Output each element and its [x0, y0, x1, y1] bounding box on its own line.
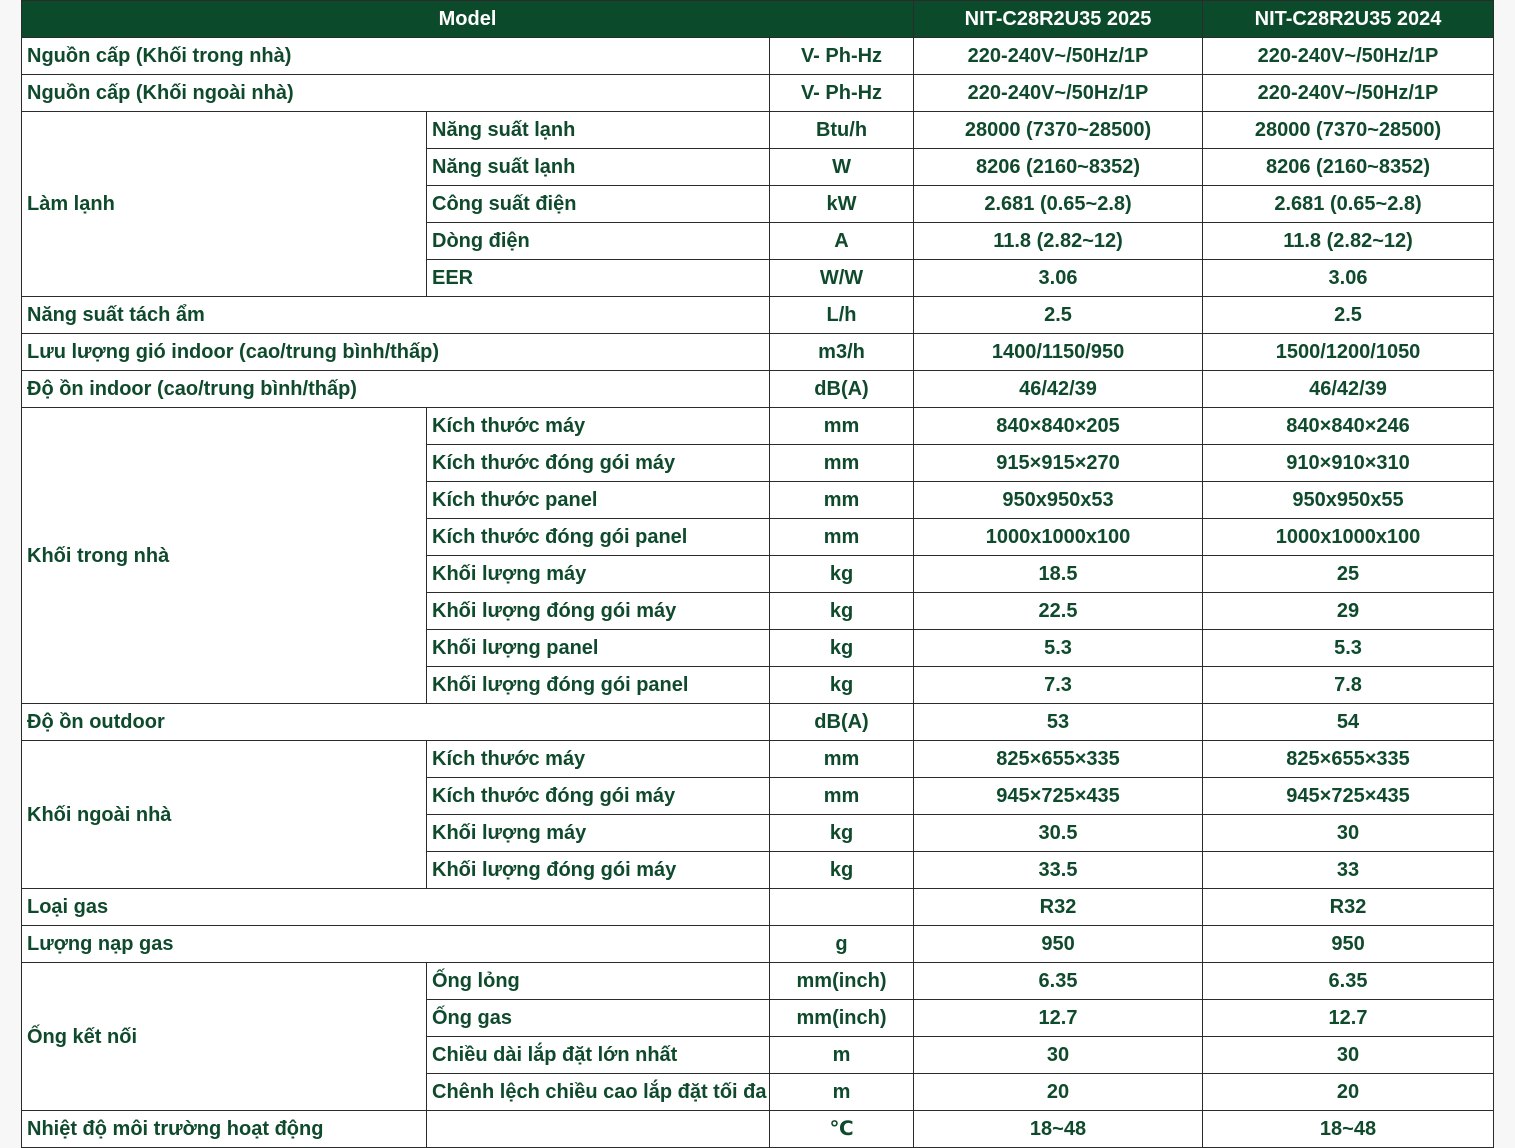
unit-cell: dB(A) — [770, 704, 914, 741]
value-cell-model-1: 3.06 — [914, 260, 1203, 297]
value-cell-model-1: 18~48 — [914, 1111, 1203, 1148]
value-cell-model-2: R32 — [1203, 889, 1494, 926]
table-row — [22, 334, 1494, 371]
unit-cell: dB(A) — [770, 371, 914, 408]
empty-cell — [427, 1111, 770, 1148]
unit-cell: kg — [770, 852, 914, 889]
spec-table-body — [22, 38, 1494, 1148]
table-row — [22, 112, 1494, 149]
value-cell-model-2: 840×840×246 — [1203, 408, 1494, 445]
value-cell-model-1: 840×840×205 — [914, 408, 1203, 445]
value-cell-model-2: 12.7 — [1203, 1000, 1494, 1037]
sub-label: Dòng điện — [427, 223, 770, 260]
table-row — [22, 408, 1494, 445]
value-cell-model-1: 220-240V~/50Hz/1P — [914, 38, 1203, 75]
value-cell-model-2: 11.8 (2.82~12) — [1203, 223, 1494, 260]
value-cell-model-1: 945×725×435 — [914, 778, 1203, 815]
value-cell-model-2: 28000 (7370~28500) — [1203, 112, 1494, 149]
sub-label: Công suất điện — [427, 186, 770, 223]
sub-label: Kích thước đóng gói máy — [427, 445, 770, 482]
value-cell-model-1: 950x950x53 — [914, 482, 1203, 519]
value-cell-model-1: 8206 (2160~8352) — [914, 149, 1203, 186]
value-cell-model-2: 950x950x55 — [1203, 482, 1494, 519]
row-label: Loại gas — [22, 889, 770, 926]
value-cell-model-1: 950 — [914, 926, 1203, 963]
value-cell-model-2: 2.681 (0.65~2.8) — [1203, 186, 1494, 223]
sub-label: Kích thước đóng gói máy — [427, 778, 770, 815]
table-row — [22, 889, 1494, 926]
unit-cell: kW — [770, 186, 914, 223]
unit-cell: mm — [770, 445, 914, 482]
unit-cell: g — [770, 926, 914, 963]
value-cell-model-1: 1000x1000x100 — [914, 519, 1203, 556]
value-cell-model-1: 6.35 — [914, 963, 1203, 1000]
value-cell-model-2: 1500/1200/1050 — [1203, 334, 1494, 371]
value-cell-model-1: 7.3 — [914, 667, 1203, 704]
value-cell-model-1: 18.5 — [914, 556, 1203, 593]
header-row — [22, 1, 1494, 38]
table-row — [22, 1111, 1494, 1148]
sub-label: Năng suất lạnh — [427, 112, 770, 149]
row-label: Nguồn cấp (Khối trong nhà) — [22, 38, 770, 75]
table-row — [22, 371, 1494, 408]
sub-label: Ống lỏng — [427, 963, 770, 1000]
value-cell-model-1: 30 — [914, 1037, 1203, 1074]
unit-cell: m — [770, 1037, 914, 1074]
value-cell-model-1: 46/42/39 — [914, 371, 1203, 408]
unit-cell: V- Ph-Hz — [770, 75, 914, 112]
group-label: Làm lạnh — [22, 112, 427, 297]
value-cell-model-1: 220-240V~/50Hz/1P — [914, 75, 1203, 112]
value-cell-model-2: 2.5 — [1203, 297, 1494, 334]
value-cell-model-2: 18~48 — [1203, 1111, 1494, 1148]
value-cell-model-2: 29 — [1203, 593, 1494, 630]
sub-label: Kích thước máy — [427, 408, 770, 445]
table-row — [22, 75, 1494, 112]
value-cell-model-1: 30.5 — [914, 815, 1203, 852]
unit-cell — [770, 889, 914, 926]
header-model-label: Model — [22, 1, 914, 38]
header-model-1: NIT-C28R2U35 2025 — [914, 1, 1203, 38]
row-label: Năng suất tách ẩm — [22, 297, 770, 334]
value-cell-model-1: 915×915×270 — [914, 445, 1203, 482]
unit-cell: V- Ph-Hz — [770, 38, 914, 75]
value-cell-model-2: 5.3 — [1203, 630, 1494, 667]
unit-cell: mm(inch) — [770, 1000, 914, 1037]
unit-cell: kg — [770, 593, 914, 630]
unit-cell: W — [770, 149, 914, 186]
value-cell-model-2: 6.35 — [1203, 963, 1494, 1000]
row-label: Nguồn cấp (Khối ngoài nhà) — [22, 75, 770, 112]
unit-cell: mm(inch) — [770, 963, 914, 1000]
value-cell-model-1: 20 — [914, 1074, 1203, 1111]
row-label: Lượng nạp gas — [22, 926, 770, 963]
value-cell-model-2: 3.06 — [1203, 260, 1494, 297]
value-cell-model-2: 46/42/39 — [1203, 371, 1494, 408]
table-row — [22, 963, 1494, 1000]
value-cell-model-1: 825×655×335 — [914, 741, 1203, 778]
unit-cell: ℃ — [770, 1111, 914, 1148]
group-label: Khối trong nhà — [22, 408, 427, 704]
value-cell-model-2: 945×725×435 — [1203, 778, 1494, 815]
unit-cell: mm — [770, 482, 914, 519]
value-cell-model-2: 20 — [1203, 1074, 1494, 1111]
value-cell-model-2: 25 — [1203, 556, 1494, 593]
unit-cell: mm — [770, 778, 914, 815]
table-row — [22, 38, 1494, 75]
value-cell-model-2: 7.8 — [1203, 667, 1494, 704]
value-cell-model-2: 1000x1000x100 — [1203, 519, 1494, 556]
group-label: Khối ngoài nhà — [22, 741, 427, 889]
value-cell-model-2: 825×655×335 — [1203, 741, 1494, 778]
unit-cell: m3/h — [770, 334, 914, 371]
unit-cell: kg — [770, 667, 914, 704]
row-label: Độ ồn outdoor — [22, 704, 770, 741]
unit-cell: kg — [770, 556, 914, 593]
sub-label: Khối lượng đóng gói máy — [427, 852, 770, 889]
value-cell-model-2: 220-240V~/50Hz/1P — [1203, 75, 1494, 112]
table-row — [22, 926, 1494, 963]
value-cell-model-2: 910×910×310 — [1203, 445, 1494, 482]
value-cell-model-2: 54 — [1203, 704, 1494, 741]
sub-label: Kích thước panel — [427, 482, 770, 519]
unit-cell: kg — [770, 815, 914, 852]
sub-label: Chiều dài lắp đặt lớn nhất — [427, 1037, 770, 1074]
group-label: Ống kết nối — [22, 963, 427, 1111]
value-cell-model-1: 2.681 (0.65~2.8) — [914, 186, 1203, 223]
value-cell-model-1: R32 — [914, 889, 1203, 926]
sub-label: Kích thước máy — [427, 741, 770, 778]
value-cell-model-1: 1400/1150/950 — [914, 334, 1203, 371]
value-cell-model-1: 5.3 — [914, 630, 1203, 667]
unit-cell: W/W — [770, 260, 914, 297]
value-cell-model-1: 2.5 — [914, 297, 1203, 334]
spec-table-container — [21, 0, 1493, 1148]
value-cell-model-1: 11.8 (2.82~12) — [914, 223, 1203, 260]
unit-cell: Btu/h — [770, 112, 914, 149]
sub-label: Kích thước đóng gói panel — [427, 519, 770, 556]
sub-label: Khối lượng đóng gói máy — [427, 593, 770, 630]
value-cell-model-1: 28000 (7370~28500) — [914, 112, 1203, 149]
sub-label: Khối lượng đóng gói panel — [427, 667, 770, 704]
unit-cell: kg — [770, 630, 914, 667]
row-label: Lưu lượng gió indoor (cao/trung bình/thấp) — [22, 334, 770, 371]
sub-label: Năng suất lạnh — [427, 149, 770, 186]
unit-cell: m — [770, 1074, 914, 1111]
table-row — [22, 704, 1494, 741]
row-label: Độ ồn indoor (cao/trung bình/thấp) — [22, 371, 770, 408]
value-cell-model-2: 30 — [1203, 1037, 1494, 1074]
row-label: Nhiệt độ môi trường hoạt động — [22, 1111, 427, 1148]
unit-cell: mm — [770, 408, 914, 445]
value-cell-model-2: 30 — [1203, 815, 1494, 852]
sub-label: Chênh lệch chiều cao lắp đặt tối đa — [427, 1074, 770, 1111]
sub-label: Khối lượng panel — [427, 630, 770, 667]
table-row — [22, 297, 1494, 334]
value-cell-model-2: 33 — [1203, 852, 1494, 889]
header-model-2: NIT-C28R2U35 2024 — [1203, 1, 1494, 38]
sub-label: Ống gas — [427, 1000, 770, 1037]
value-cell-model-1: 33.5 — [914, 852, 1203, 889]
value-cell-model-2: 8206 (2160~8352) — [1203, 149, 1494, 186]
sub-label: Khối lượng máy — [427, 815, 770, 852]
unit-cell: mm — [770, 519, 914, 556]
unit-cell: A — [770, 223, 914, 260]
value-cell-model-2: 220-240V~/50Hz/1P — [1203, 38, 1494, 75]
value-cell-model-1: 22.5 — [914, 593, 1203, 630]
value-cell-model-1: 53 — [914, 704, 1203, 741]
spec-table — [21, 0, 1494, 1148]
sub-label: Khối lượng máy — [427, 556, 770, 593]
value-cell-model-1: 12.7 — [914, 1000, 1203, 1037]
sub-label: EER — [427, 260, 770, 297]
unit-cell: L/h — [770, 297, 914, 334]
value-cell-model-2: 950 — [1203, 926, 1494, 963]
table-row — [22, 741, 1494, 778]
unit-cell: mm — [770, 741, 914, 778]
